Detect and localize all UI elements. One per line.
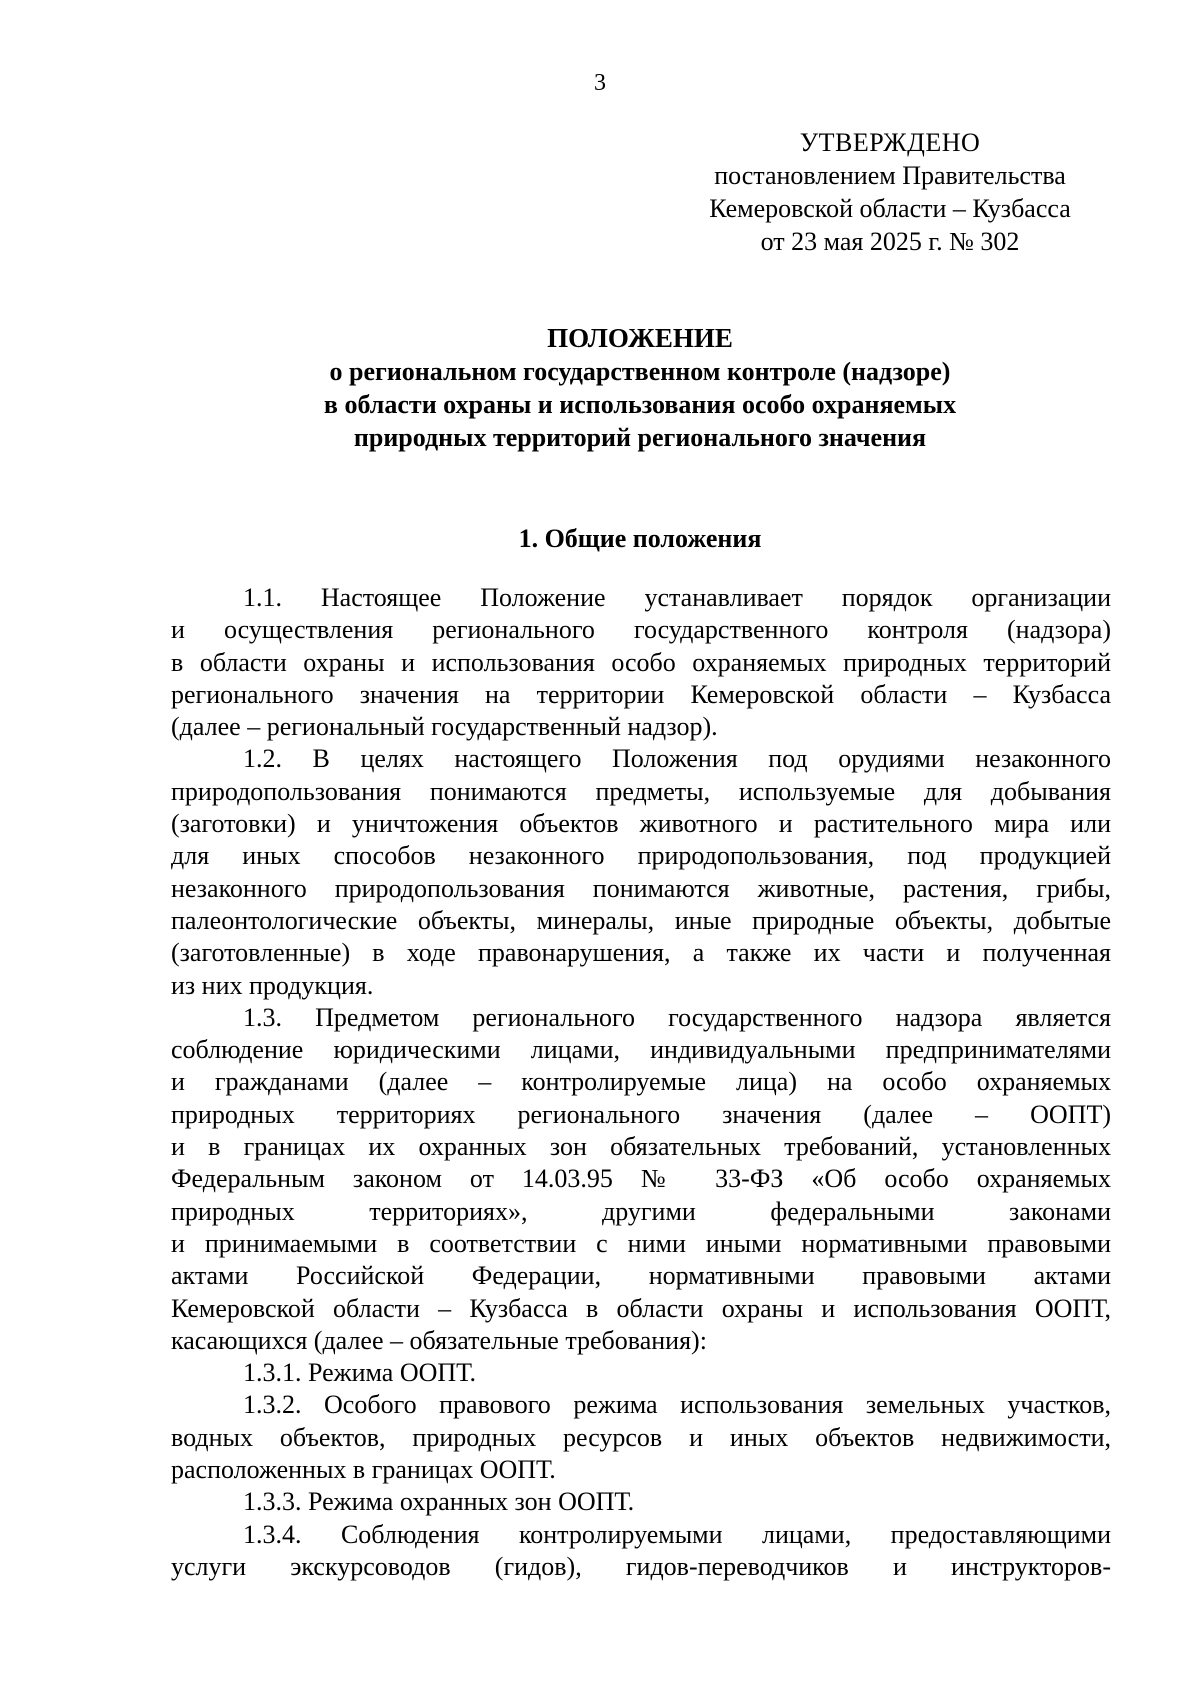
text-line: для иных способов незаконного природопользования, под продукцией — [171, 841, 1111, 871]
text-line: (заготовленные) в ходе правонарушения, а также их части и полученная — [171, 938, 1111, 968]
text-line: касающихся (далее – обязательные требования): — [171, 1325, 707, 1355]
approval-line-3: от 23 мая 2025 г. № 302 — [760, 227, 1020, 256]
approval-block — [660, 126, 1120, 258]
text-line: и гражданами (далее – контролируемые лица) на особо охраняемых — [171, 1067, 1111, 1097]
text-line: Кемеровской области – Кузбасса в области охраны и использования ООПТ, — [171, 1293, 1111, 1323]
text-line: услуги экскурсоводов (гидов), гидов-переводчиков и инструкторов- — [171, 1551, 1111, 1581]
text-line: природных территориях регионального значения (далее – ООПТ) — [171, 1099, 1111, 1129]
document-title-line-3: природных территорий регионального значения — [353, 423, 927, 452]
text-line: природопользования понимаются предметы, используемые для добывания — [171, 776, 1111, 806]
text-line: и в границах их охранных зон обязательных требований, установленных — [171, 1132, 1111, 1162]
text-line: 1.2. В целях настоящего Положения под орудиями незаконного — [243, 744, 1111, 774]
document-title — [170, 322, 1110, 454]
text-line: актами Российской Федерации, нормативными правовыми актами — [171, 1261, 1111, 1291]
text-line: расположенных в границах ООПТ. — [171, 1455, 556, 1485]
text-line: 1.3.3. Режима охранных зон ООПТ. — [243, 1487, 635, 1517]
document-title-line-2: в области охраны и использования особо охраняемых — [323, 390, 957, 419]
text-line: в области охраны и использования особо охраняемых природных территорий — [171, 647, 1111, 677]
text-line: природных территориях», другими федеральными законами — [171, 1196, 1111, 1226]
document-body — [171, 582, 1111, 1583]
text-line: и принимаемыми в соответствии с ними иными нормативными правовыми — [171, 1228, 1111, 1258]
text-line: соблюдение юридическими лицами, индивидуальными предпринимателями — [171, 1035, 1111, 1065]
text-line: регионального значения на территории Кемеровской области – Кузбасса — [171, 679, 1111, 709]
text-line: 1.3.1. Режима ООПТ. — [243, 1358, 476, 1388]
text-line: палеонтологические объекты, минералы, иные природные объекты, добытые — [171, 905, 1111, 935]
text-line: 1.3.2. Особого правового режима использования земельных участков, — [243, 1390, 1111, 1420]
text-line: и осуществления регионального государственного контроля (надзора) — [171, 615, 1111, 645]
text-line: 1.1. Настоящее Положение устанавливает порядок организации — [243, 583, 1111, 612]
text-line: (далее – региональный государственный надзор). — [171, 712, 718, 742]
text-line: 1.3.4. Соблюдения контролируемыми лицами, предоставляющими — [243, 1519, 1111, 1549]
document-title-line-1: о региональном государственном контроле (надзоре) — [329, 357, 951, 386]
document-title-main: ПОЛОЖЕНИЕ — [547, 323, 733, 353]
text-line: незаконного природопользования понимаются животные, растения, грибы, — [171, 873, 1111, 903]
approval-line-2: Кемеровской области – Кузбасса — [709, 194, 1071, 223]
text-line: Федеральным законом от 14.03.95 № 33-ФЗ «Об особо охраняемых — [171, 1164, 1111, 1194]
text-line: (заготовки) и уничтожения объектов животного и растительного мира или — [171, 809, 1111, 839]
page-number: 3 — [594, 70, 606, 96]
approval-line-1: постановлением Правительства — [714, 161, 1066, 190]
text-line: водных объектов, природных ресурсов и иных объектов недвижимости, — [171, 1422, 1111, 1452]
section-heading: 1. Общие положения — [518, 524, 762, 553]
text-line: 1.3. Предметом регионального государственного надзора является — [243, 1002, 1111, 1032]
approval-stamp-word: УТВЕРЖДЕНО — [799, 128, 981, 157]
text-line: из них продукция. — [171, 970, 374, 1000]
